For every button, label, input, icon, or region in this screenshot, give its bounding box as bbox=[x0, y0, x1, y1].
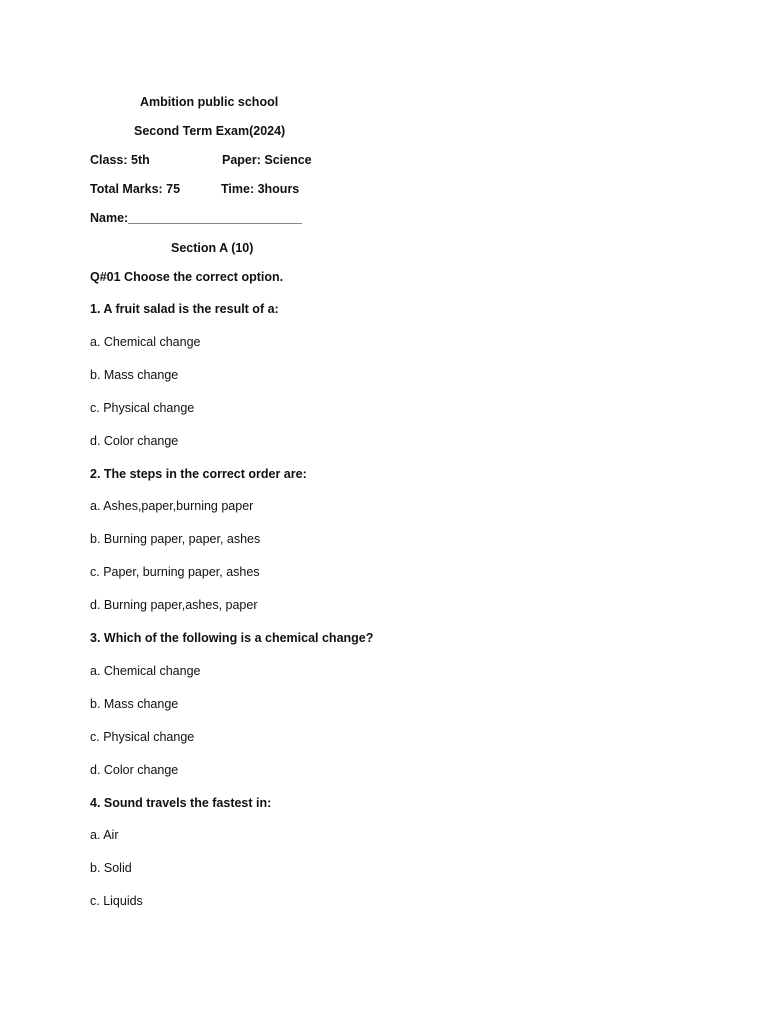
option-3b: b. Mass change bbox=[90, 697, 179, 711]
paper-label: Paper: Science bbox=[222, 153, 312, 167]
option-3c: c. Physical change bbox=[90, 730, 195, 744]
total-marks-label: Total Marks: 75 bbox=[90, 182, 181, 196]
option-2c: c. Paper, burning paper, ashes bbox=[90, 565, 260, 579]
question-1: 1. A fruit salad is the result of a: bbox=[90, 302, 279, 316]
option-2b: b. Burning paper, paper, ashes bbox=[90, 532, 261, 546]
option-1c: c. Physical change bbox=[90, 401, 195, 415]
question-3: 3. Which of the following is a chemical change? bbox=[90, 631, 374, 645]
school-name: Ambition public school bbox=[140, 95, 279, 109]
section-title: Section A (10) bbox=[171, 241, 254, 255]
option-1a: a. Chemical change bbox=[90, 335, 201, 349]
option-2a: a. Ashes,paper,burning paper bbox=[90, 499, 254, 513]
name-line: Name:_________________________ bbox=[90, 211, 303, 225]
option-1d: d. Color change bbox=[90, 434, 179, 448]
exam-title: Second Term Exam(2024) bbox=[134, 124, 286, 138]
option-2d: d. Burning paper,ashes, paper bbox=[90, 598, 258, 612]
time-label: Time: 3hours bbox=[221, 182, 300, 196]
question-2: 2. The steps in the correct order are: bbox=[90, 467, 307, 481]
question-4: 4. Sound travels the fastest in: bbox=[90, 796, 272, 810]
option-3d: d. Color change bbox=[90, 763, 179, 777]
option-4c: c. Liquids bbox=[90, 894, 143, 908]
option-4a: a. Air bbox=[90, 828, 119, 842]
option-4b: b. Solid bbox=[90, 861, 132, 875]
class-label: Class: 5th bbox=[90, 153, 150, 167]
option-1b: b. Mass change bbox=[90, 368, 179, 382]
instruction-text: Q#01 Choose the correct option. bbox=[90, 270, 284, 284]
option-3a: a. Chemical change bbox=[90, 664, 201, 678]
